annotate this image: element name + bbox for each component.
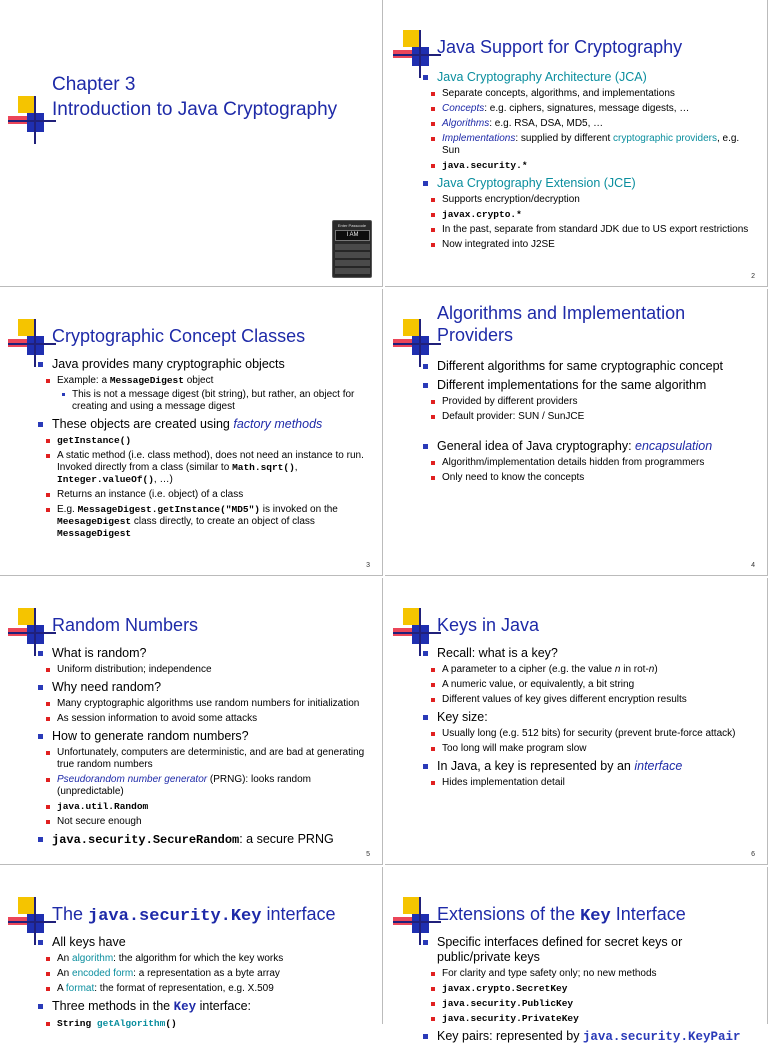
sub-bullet: Algorithm/implementation details hidden from programmers [426,457,755,469]
bullet: Different algorithms for same cryptographic concept [423,359,755,374]
passcode-phone-image [332,220,372,278]
slide-body [423,66,755,251]
slide-title: Extensions of the Key Interface [437,904,686,926]
sub-bullet: Default provider: SUN / SunJCE [426,411,755,423]
slide-title: Cryptographic Concept Classes [52,326,306,346]
sub-bullet: Example: a MessageDigest object [41,375,370,387]
sub-bullet: Different values of key gives different encryption results [426,694,755,706]
chapter-name: Introduction to Java Cryptography [52,99,338,120]
slide-2 [385,0,768,287]
sub-bullet: E.g. MessageDigest.getInstance("MD5") is invoked on the MeesageDigest class directly, to create an object of class MessageDigest [41,504,370,540]
sub-bullet: java.util.Random [41,801,370,813]
bullet: Java Cryptography Extension (JCE) [423,176,755,191]
slide-body [38,353,370,540]
sub-bullet: Unfortunately, computers are deterministic, and are bad at generating true random numbers [41,747,370,771]
sub-bullet: javax.crypto.SecretKey [426,983,755,995]
sub-bullet: A static method (i.e. class method), does not need an instance to run. Invoked directly from a class (similar to Math.sqrt(), Integer.valueOf(), …) [41,450,370,486]
sub-bullet: Supports encryption/decryption [426,194,755,206]
slide-3 [0,289,383,576]
passcode-value: I AM [335,230,370,241]
sub-bullet: String getAlgorithm() [41,1018,370,1030]
chapter-number: Chapter 3 [52,74,136,95]
sub-bullet: java.security.PrivateKey [426,1013,755,1025]
sub-bullet: Usually long (e.g. 512 bits) for security (prevent brute-force attack) [426,728,755,740]
slide-6 [385,578,768,865]
slide-body [423,355,755,484]
slide-title: Java Support for Cryptography [437,37,683,57]
sub-bullet: Implementations: supplied by different cryptographic providers, e.g. Sun [426,133,755,157]
slide-title: The java.security.Key interface [52,904,336,926]
bullet: All keys have [38,935,370,950]
sub-bullet: Concepts: e.g. ciphers, signatures, message digests, … [426,103,755,115]
slide-8 [385,867,768,1044]
slide-body [423,931,755,1045]
page-number: 4 [751,562,755,569]
sub-bullet: java.security.PublicKey [426,998,755,1010]
sub-bullet: Only need to know the concepts [426,472,755,484]
sub-bullet: getInstance() [41,435,370,447]
page-number: 6 [751,851,755,858]
slide-4 [385,289,768,576]
slide-5 [0,578,383,865]
slide-body [38,931,370,1030]
sub-bullet: Provided by different providers [426,396,755,408]
bullet: Recall: what is a key? [423,646,755,661]
sub-bullet: java.security.* [426,160,755,172]
bullet: General idea of Java cryptography: encapsulation [423,439,755,454]
sub-bullet: In the past, separate from standard JDK due to US export restrictions [426,224,755,236]
slide-body [38,642,370,848]
page-number: 3 [366,562,370,569]
sub-bullet: Hides implementation detail [426,777,755,789]
sub-bullet: A parameter to a cipher (e.g. the value n in rot-n) [426,664,755,676]
sub-bullet: Now integrated into J2SE [426,239,755,251]
sub-bullet: Algorithms: e.g. RSA, DSA, MD5, … [426,118,755,130]
sub-bullet: Uniform distribution; independence [41,664,370,676]
bullet: Three methods in the Key interface: [38,999,370,1015]
slide-decoration-icon [8,96,48,144]
sub-bullet: A numeric value, or equivalently, a bit string [426,679,755,691]
page-number: 5 [366,851,370,858]
sub-bullet: Not secure enough [41,816,370,828]
slide-title: Algorithms and Implementation Providers [437,303,686,345]
bullet: In Java, a key is represented by an interface [423,759,755,774]
bullet: Specific interfaces defined for secret keys or public/private keys [423,935,755,965]
passcode-label: Enter Passcode [337,223,367,228]
bullet: How to generate random numbers? [38,729,370,744]
sub-bullet: Many cryptographic algorithms use random numbers for initialization [41,698,370,710]
sub-bullet: Pseudorandom number generator (PRNG): looks random (unpredictable) [41,774,370,798]
slide-body [423,642,755,789]
slide-7 [0,867,383,1029]
slide-title: Keys in Java [437,615,540,635]
bullet: Java provides many cryptographic objects [38,357,370,372]
bullet: Key size: [423,710,755,725]
bullet: Java Cryptography Architecture (JCA) [423,70,755,85]
sub-bullet: As session information to avoid some attacks [41,713,370,725]
bullet: What is random? [38,646,370,661]
sub-bullet: Returns an instance (i.e. object) of a class [41,489,370,501]
sub-sub-bullet: This is not a message digest (bit string), but rather, an object for creating and using a message digest [58,389,370,413]
bullet: These objects are created using factory methods [38,417,370,432]
slide-title: Random Numbers [52,615,199,635]
sub-bullet: An encoded form: a representation as a byte array [41,968,370,980]
sub-bullet: javax.crypto.* [426,209,755,221]
sub-bullet: An algorithm: the algorithm for which the key works [41,953,370,965]
bullet: Key pairs: represented by java.security.KeyPair [423,1029,755,1045]
bullet: java.security.SecureRandom: a secure PRNG [38,832,370,848]
sub-bullet: For clarity and type safety only; no new methods [426,968,755,980]
chapter-title [52,72,337,122]
sub-bullet: A format: the format of representation, e.g. X.509 [41,983,370,995]
bullet: Why need random? [38,680,370,695]
slide-1 [0,0,383,287]
sub-bullet: Too long will make program slow [426,743,755,755]
keypad-icon [335,244,370,276]
page-number: 2 [751,273,755,280]
bullet: Different implementations for the same algorithm [423,378,755,393]
sub-bullet: Separate concepts, algorithms, and implementations [426,88,755,100]
